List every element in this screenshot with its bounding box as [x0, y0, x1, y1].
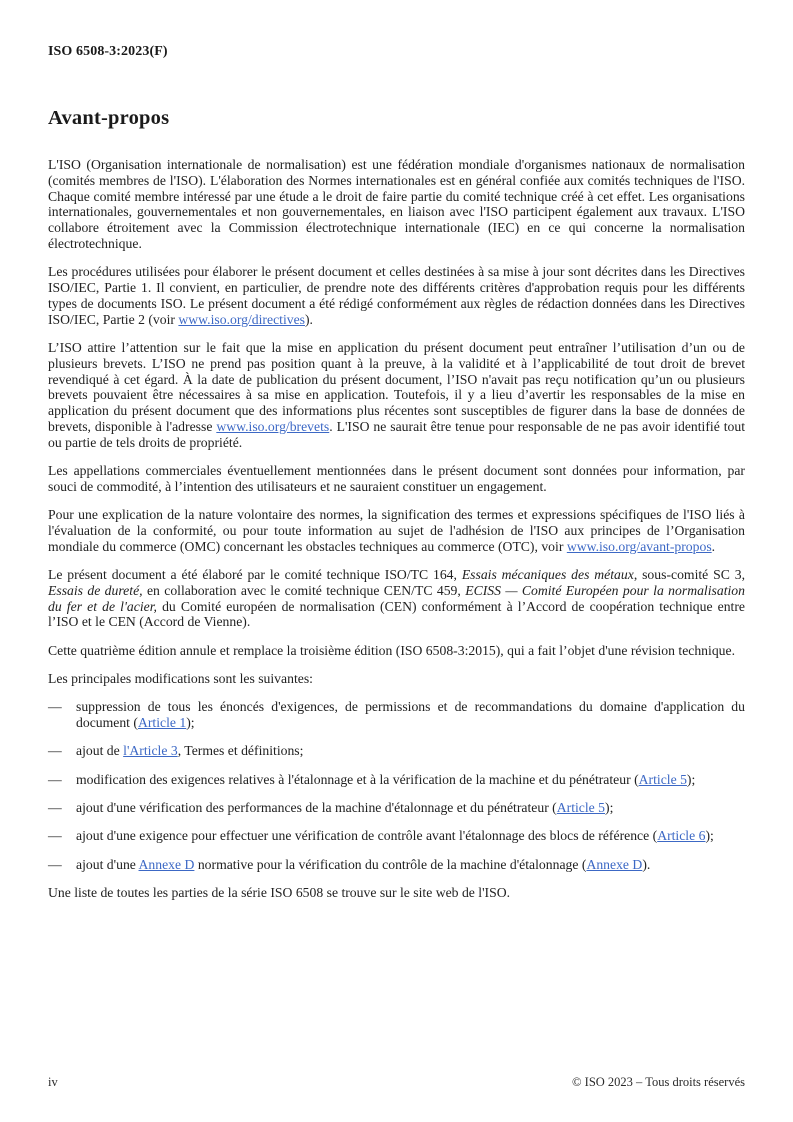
paragraph-text: du Comité européen de normalisation (CEN) conformément à l’Accord de coopération technique entre l’ISO et le CEN (Accord de Vienne).	[48, 598, 745, 630]
document-reference: ISO 6508-3:2023(F)	[48, 44, 168, 59]
paragraph-series-note: Une liste de toutes les parties de la série ISO 6508 se trouve sur le site web de l'ISO.	[48, 884, 511, 900]
list-dash: —	[48, 828, 62, 844]
list-item-text	[76, 857, 745, 873]
paragraph-text: . L'ISO ne saurait être tenue pour responsable de ne pas avoir identifié tout ou partie de tels droits de propriété.	[48, 418, 746, 450]
paragraph-text: );	[186, 715, 195, 731]
list-item-text	[76, 772, 745, 788]
paragraph-text: ajout d'une exigence pour effectuer une vérification de contrôle avant l'étalonnage des blocs de référence (	[76, 828, 658, 844]
link-iso-brevets[interactable]: www.iso.org/brevets	[216, 418, 330, 434]
paragraph-text: Pour une explication de la nature volontaire des normes, la signification des termes et expressions spécifiques de l'ISO liés à l'évaluation de la conformité, ou pour toute information au sujet de l'adhésion de l'ISO aux principes de l’Organisation mondiale du commerce (OMC) concernant les obstacles techniques au commerce (OTC), voir	[48, 507, 745, 554]
list-item	[48, 772, 745, 788]
paragraph-edition: Cette quatrième édition annule et remplace la troisième édition (ISO 6508-3:2015), qui a fait l’objet d'une révision technique.	[48, 642, 736, 658]
link-annexe-d-second[interactable]: Annexe D	[586, 856, 643, 872]
link-article-5-second[interactable]: Article 5	[556, 800, 606, 815]
paragraph-text: ).	[305, 311, 313, 327]
list-dash: —	[48, 771, 62, 787]
link-article-1[interactable]: Article 1	[137, 715, 187, 731]
list-dash: —	[48, 856, 62, 872]
paragraph-modifications-intro: Les principales modifications sont les suivantes:	[48, 671, 313, 687]
paragraph-text: );	[705, 828, 714, 844]
page-footer	[0, 1075, 793, 1090]
paragraph-text: suppression de tous les énoncés d'exigences, de permissions et de recommandations du domaine d'application du document (	[76, 699, 745, 731]
list-item	[48, 743, 745, 759]
list-item-text	[76, 699, 745, 731]
paragraph-text: normative pour la vérification du contrôle de la machine d'étalonnage (	[194, 856, 587, 872]
modifications-list	[48, 699, 745, 872]
paragraph-text: );	[605, 800, 614, 815]
paragraph-text: , sous-comité SC 3,	[633, 567, 746, 583]
paragraph-wto	[48, 507, 745, 554]
list-item	[48, 857, 745, 873]
paragraph-patents	[48, 340, 745, 451]
list-dash: —	[48, 699, 62, 715]
list-item	[48, 828, 745, 844]
list-item-text	[76, 743, 745, 759]
paragraph-trade-names: Les appellations commerciales éventuellement mentionnées dans le présent document sont données pour information, par souci de commodité, à l’intention des utilisateurs et ne sauraient constituer un engagement.	[48, 463, 745, 494]
paragraph-text: Le présent document a été élaboré par le comité technique ISO/TC 164,	[48, 567, 462, 583]
paragraph-text: );	[686, 771, 696, 787]
paragraph-text: L’ISO attire l’attention sur le fait que la mise en application du présent document peut entraîner l’utilisation d’un ou de plusieurs brevets. L’ISO ne prend pas position quant à la preuve, à la validité et à l’applicabilité de tout droit de brevet revendiqué à cet égard. À la date de publication du présent document, l’ISO n'avait pas reçu notification qu’un ou plusieurs brevets pouvaient être nécessaires à sa mise en application. Toutefois, il y a lieu d’avertir les responsables de la mise en application du présent document que des informations plus récentes sont susceptibles de figurer dans la base de données de brevets, disponible à l'adresse	[48, 339, 745, 434]
list-item	[48, 800, 745, 816]
paragraph-text: en collaboration avec le comité technique CEN/TC 459,	[142, 582, 466, 598]
list-dash: —	[48, 800, 62, 815]
link-article-3[interactable]: l'Article 3	[123, 743, 178, 759]
page-title: Avant-propos	[48, 107, 170, 129]
link-iso-avant-propos[interactable]: www.iso.org/avant-propos	[566, 538, 712, 554]
paragraph-text: ajout d'une	[76, 856, 139, 872]
list-item-text	[76, 828, 745, 844]
cen-committee-name-italic: ECISS — Comité Européen pour la normalisation du fer et de l'acier,	[48, 582, 745, 614]
paragraph-procedures	[48, 264, 745, 327]
link-article-5[interactable]: Article 5	[638, 771, 687, 787]
link-iso-directives[interactable]: www.iso.org/directives	[178, 311, 305, 327]
link-annexe-d[interactable]: Annexe D	[138, 856, 195, 872]
subcommittee-name-italic: Essais de dureté,	[48, 582, 143, 598]
paragraph-text: .	[711, 538, 716, 554]
paragraph-text: ajout de	[76, 743, 124, 759]
list-item-text	[76, 800, 745, 816]
committee-name-italic: Essais mécaniques des métaux	[461, 567, 634, 583]
paragraph-text: Les procédures utilisées pour élaborer le présent document et celles destinées à sa mise à jour sont décrites dans les Directives ISO/IEC, Partie 1. Il convient, en particulier, de prendre note des différents critères d'approbation requis pour les différents types de documents ISO. Le présent document a été rédigé conformément aux règles de rédaction données dans les Directives ISO/IEC, Partie 2 (voir	[48, 264, 745, 327]
paragraph-iso-intro: L'ISO (Organisation internationale de normalisation) est une fédération mondiale d'organismes nationaux de normalisation (comités membres de l'ISO). L'élaboration des Normes internationales est en général confiée aux comités techniques de l'ISO. Chaque comité membre intéressé par une étude a le droit de faire partie du comité technique créé à cet effet. Les organisations internationales, gouvernementales et non gouvernementales, en liaison avec l'ISO participent également aux travaux. L'ISO collabore étroitement avec la Commission électrotechnique internationale (IEC) en ce qui concerne la normalisation électrotechnique.	[48, 157, 745, 251]
paragraph-text: modification des exigences relatives à l'étalonnage et à la vérification de la machine et du pénétrateur (	[76, 771, 639, 787]
page-number: iv	[48, 1075, 58, 1089]
paragraph-text: ).	[642, 856, 651, 872]
list-dash: —	[48, 743, 62, 759]
paragraph-committee	[48, 567, 745, 630]
copyright-notice: © ISO 2023 – Tous droits réservés	[572, 1075, 745, 1089]
paragraph-text: , Termes et définitions;	[177, 743, 304, 759]
link-article-6[interactable]: Article 6	[657, 828, 706, 844]
list-item	[48, 699, 745, 731]
paragraph-text: ajout d'une vérification des performances de la machine d'étalonnage et du pénétrateur (	[76, 800, 557, 815]
